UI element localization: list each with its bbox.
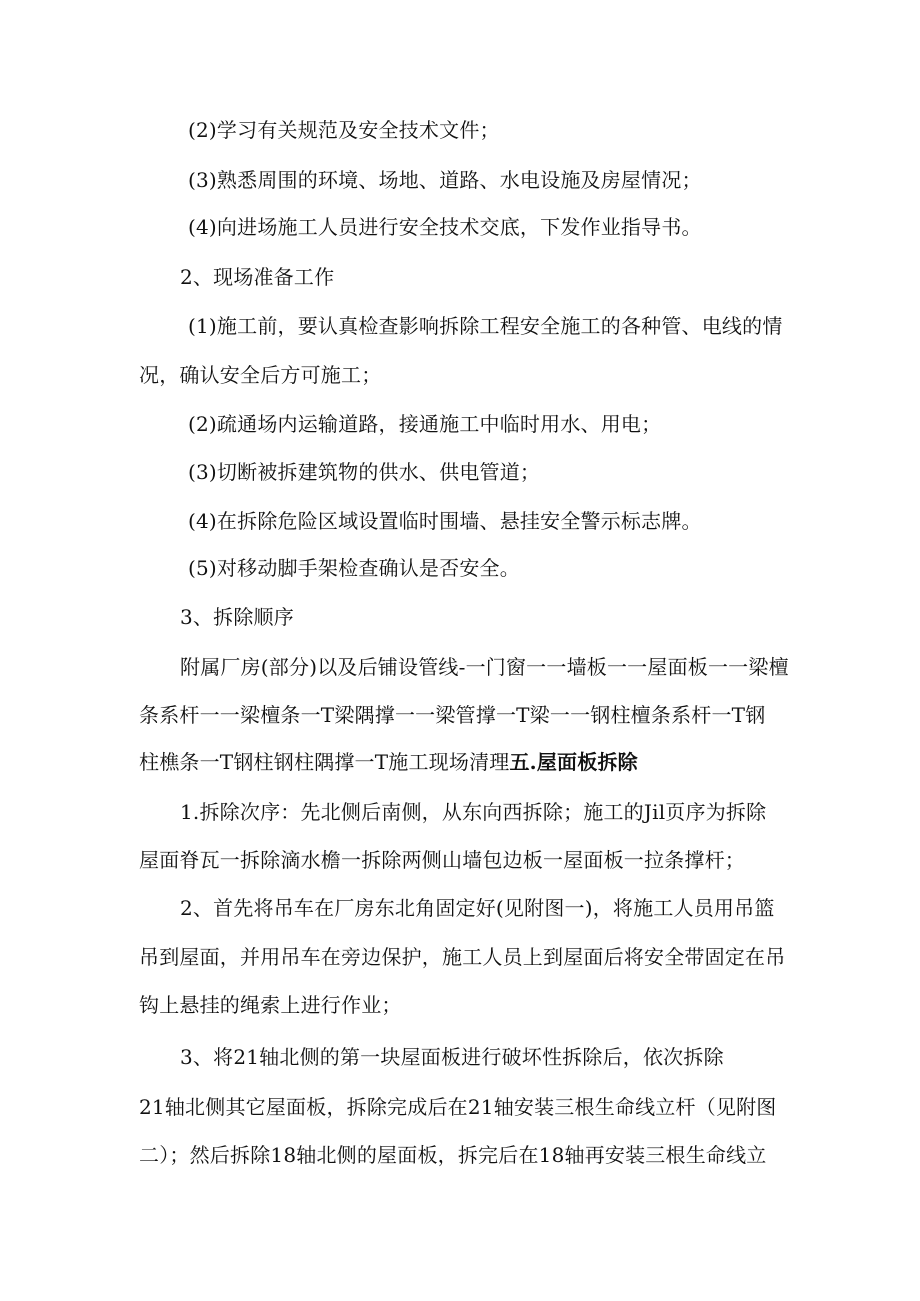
line-text: 2、现场准备工作 — [180, 265, 335, 289]
paragraph-line — [0, 894, 920, 922]
line-text: 条系杆一一梁檀条一T梁隅撑一一梁管撑一T梁一一钢柱檀条系杆一T钢 — [139, 703, 766, 727]
line-text: (3)熟悉周围的环境、场地、道路、水电设施及房屋情况； — [188, 168, 702, 192]
line-text: 况，确认安全后方可施工； — [139, 363, 382, 387]
paragraph-line — [0, 991, 920, 1019]
paragraph-line — [0, 748, 920, 776]
paragraph-line — [0, 361, 920, 389]
line-text: 吊到屋面，并用吊车在旁边保护，施工人员上到屋面后将安全带固定在吊 — [139, 945, 786, 969]
list-item — [0, 312, 920, 340]
list-item — [0, 507, 920, 535]
list-item — [0, 166, 920, 194]
line-text: 3、拆除顺序 — [180, 605, 294, 629]
paragraph-line — [0, 1093, 920, 1121]
line-text: 1.拆除次序：先北侧后南侧，从东向西拆除；施工的Jil页序为拆除 — [180, 800, 767, 824]
list-item — [0, 410, 920, 438]
paragraph-line — [0, 846, 920, 874]
line-text: 21轴北侧其它屋面板，拆除完成后在21轴安装三根生命线立杆（见附图 — [139, 1095, 777, 1119]
paragraph-line — [0, 943, 920, 971]
list-item — [0, 458, 920, 486]
paragraph-line — [0, 798, 920, 826]
line-text: (4)在拆除危险区域设置临时围墙、悬挂安全警示标志牌。 — [188, 509, 702, 533]
paragraph-line — [0, 653, 920, 681]
line-text: 钩上悬挂的绳索上进行作业； — [139, 993, 402, 1017]
line-text: (1)施工前，要认真检查影响拆除工程安全施工的各种管、电线的情 — [188, 314, 783, 338]
list-item — [0, 554, 920, 582]
line-text: 2、首先将吊车在厂房东北角固定好(见附图一)，将施工人员用吊篮 — [180, 896, 775, 920]
paragraph-line — [0, 1141, 920, 1169]
line-text: 二）；然后拆除18轴北侧的屋面板，拆完后在18轴再安装三根生命线立 — [139, 1143, 767, 1167]
list-item — [0, 213, 920, 241]
line-text: (3)切断被拆建筑物的供水、供电管道； — [188, 460, 541, 484]
line-text: 附属厂房(部分)以及后铺设管线-一门窗一一墙板一一屋面板一一梁檀 — [180, 655, 789, 679]
section-heading — [0, 603, 920, 631]
line-text: 柱樵条一T钢柱钢柱隅撑一T施工现场清理 — [139, 750, 510, 774]
paragraph-line — [0, 701, 920, 729]
line-text: 屋面脊瓦一拆除滴水檐一拆除两侧山墙包边板一屋面板一拉条撑杆； — [139, 848, 745, 872]
paragraph-line — [0, 1043, 920, 1071]
section-heading: 五.屋面板拆除 — [509, 750, 638, 774]
line-text: 3、将21轴北侧的第一块屋面板进行破坏性拆除后，依次拆除 — [180, 1045, 724, 1069]
line-text: (2)疏通场内运输道路，接通施工中临时用水、用电； — [188, 412, 662, 436]
line-text: (2)学习有关规范及安全技术文件； — [188, 118, 500, 142]
section-heading — [0, 263, 920, 291]
line-text: (5)对移动脚手架检查确认是否安全。 — [188, 556, 520, 580]
list-item — [0, 116, 920, 144]
line-text: (4)向进场施工人员进行安全技术交底，下发作业指导书。 — [188, 215, 702, 239]
